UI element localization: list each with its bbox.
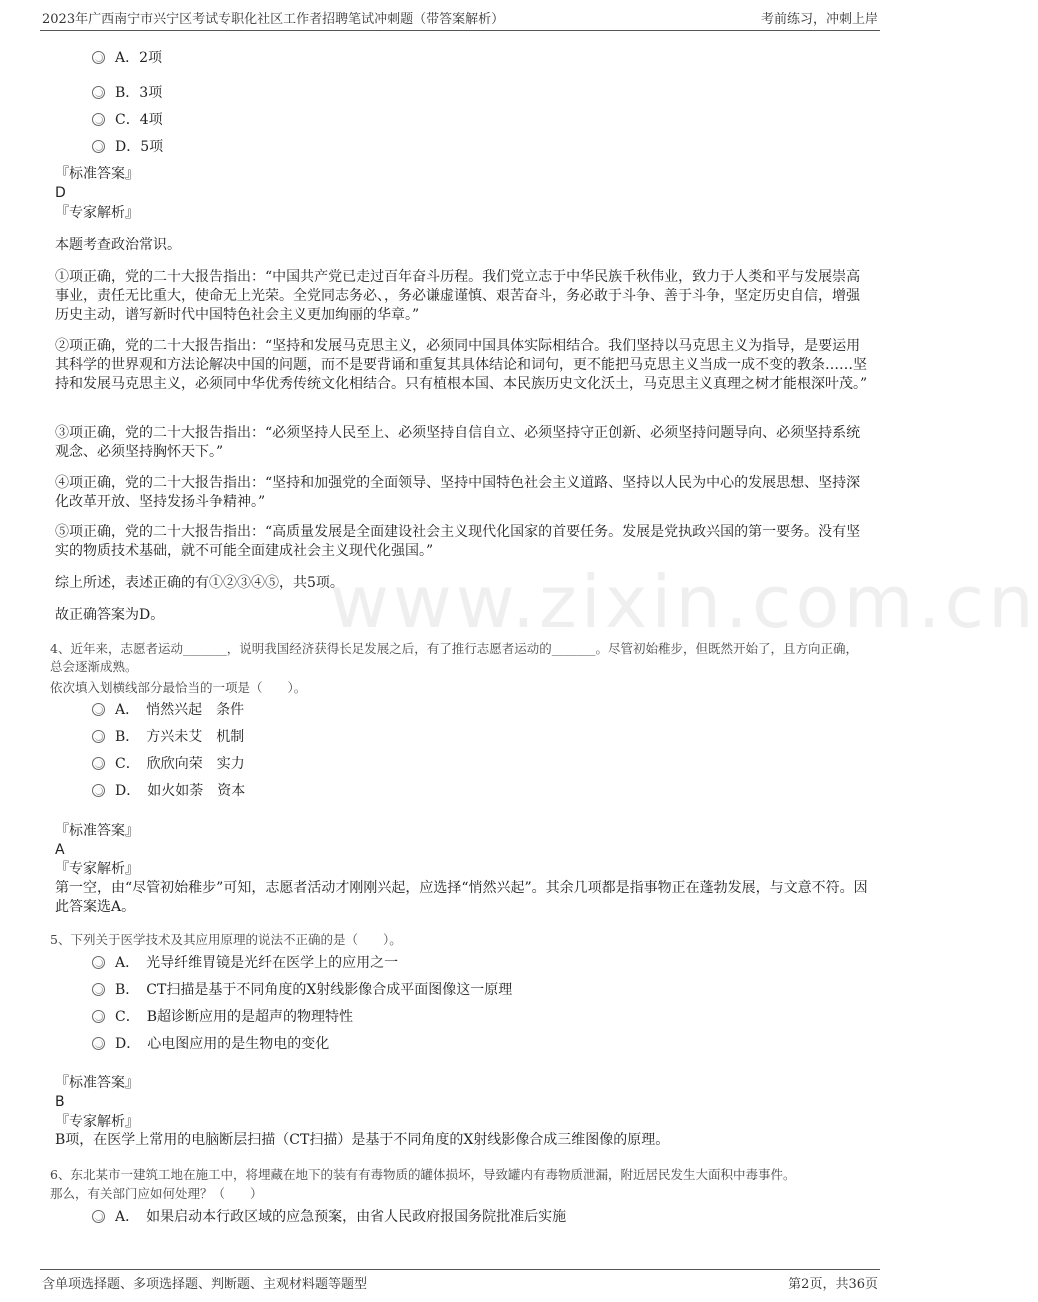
q6-option-a[interactable]: A． 如果启动本行政区域的应急预案，由省人民政府报国务院批准后实施 [92, 1207, 566, 1227]
q5-answer-label: 『标准答案』 [55, 1075, 139, 1091]
radio-icon [92, 784, 105, 797]
radio-icon [92, 730, 105, 743]
q5-option-c[interactable]: C． B超诊断应用的是超声的物理特性 [92, 1007, 353, 1027]
radio-icon [92, 1010, 105, 1023]
q4-option-b[interactable]: B． 方兴未艾 机制 [92, 727, 244, 747]
radio-icon [92, 1210, 105, 1223]
q5-option-d[interactable]: D． 心电图应用的是生物电的变化 [92, 1034, 329, 1054]
radio-icon [92, 983, 105, 996]
q3-analysis-label: 『专家解析』 [55, 205, 139, 221]
footer-divider [40, 1269, 880, 1270]
radio-icon [92, 113, 105, 126]
q3-analysis-intro: 本题考查政治常识。 [55, 237, 181, 253]
q6-stem: 6、东北某市一建筑工地在施工中，将埋藏在地下的装有有毒物质的罐体损坏，导致罐内有毒物质泄漏，附近居民发生大面积中毒事件。 [50, 1167, 796, 1182]
q4-option-c[interactable]: C． 欣欣向荣 实力 [92, 754, 245, 774]
header-slogan: 考前练习，冲刺上岸 [760, 12, 878, 27]
q3-analysis-summary: 综上所述，表述正确的有①②③④⑤，共5项。 [55, 575, 344, 591]
q3-option-d[interactable]: D．5项 [92, 137, 163, 157]
q3-option-c[interactable]: C．4项 [92, 110, 163, 130]
q4-answer: A [55, 842, 65, 858]
radio-icon [92, 1037, 105, 1050]
radio-icon [92, 703, 105, 716]
q4-analysis-label: 『专家解析』 [55, 861, 139, 877]
q3-answer-label: 『标准答案』 [55, 166, 139, 182]
q3-analysis-item-1: ①项正确，党的二十大报告指出：“中国共产党已走过百年奋斗历程。我们党立志于中华民族千秋伟业，致力于人类和平与发展崇高事业，责任无比重大，使命无上光荣。全党同志务必、，务必谦虚谨慎、艰苦奋斗，务必敢于斗争、善于斗争，坚定历史自信，增强历史主动，谱写新时代中国特色社会主义更加绚丽的华章。” [55, 269, 861, 323]
q3-analysis-item-2: ②项正确，党的二十大报告指出：“坚持和发展马克思主义，必须同中国具体实际相结合。我们坚持以马克思主义为指导，是要运用其科学的世界观和方法论解决中国的问题，而不是要背诵和重复其具体结论和词句，更不能把马克思主义当成一成不变的教条……坚持和发展马克思主义，必须同中华优秀传统文化相结合。只有植根本国、本民族历史文化沃土，马克思主义真理之树才能根深叶茂。” [55, 338, 868, 392]
q3-analysis-item-3: ③项正确，党的二十大报告指出：“必须坚持人民至上、必须坚持自信自立、必须坚持守正创新、必须坚持问题导向、必须坚持系统观念、必须坚持胸怀天下。” [55, 425, 861, 460]
q4-answer-label: 『标准答案』 [55, 823, 139, 839]
q5-option-a[interactable]: A． 光导纤维胃镜是光纤在医学上的应用之一 [92, 953, 398, 973]
header-title: 2023年广西南宁市兴宁区考试专职化社区工作者招聘笔试冲刺题（带答案解析） [42, 12, 505, 27]
radio-icon [92, 86, 105, 99]
q6-question: 那么，有关部门应如何处理？（ ） [50, 1186, 263, 1201]
watermark: www.zixin.com.cn [330, 560, 1038, 644]
header-divider [40, 30, 880, 31]
page-number: 第2页，共36页 [788, 1277, 878, 1292]
q3-option-b[interactable]: B．3项 [92, 83, 162, 103]
q5-analysis: B项，在医学上常用的电脑断层扫描（CT扫描）是基于不同角度的X射线影像合成三维图像的原理。 [55, 1132, 670, 1148]
q3-analysis-item-4: ④项正确，党的二十大报告指出：“坚持和加强党的全面领导、坚持中国特色社会主义道路、坚持以人民为中心的发展思想、坚持深化改革开放、坚持发扬斗争精神。” [55, 475, 861, 510]
q3-answer: D [55, 185, 66, 201]
q3-option-a[interactable]: A．2项 [92, 48, 162, 68]
radio-icon [92, 51, 105, 64]
footer-note: 含单项选择题、多项选择题、判断题、主观材料题等题型 [42, 1277, 368, 1292]
radio-icon [92, 757, 105, 770]
q4-stem: 4、近年来，志愿者运动_______，说明我国经济获得长足发展之后，有了推行志愿者运动的_______。尽管初始稚步，但既然开始了，且方向正确，总会逐渐成熟。 [50, 641, 858, 674]
q5-analysis-label: 『专家解析』 [55, 1114, 139, 1130]
q3-analysis-item-5: ⑤项正确，党的二十大报告指出：“高质量发展是全面建设社会主义现代化国家的首要任务。发展是党执政兴国的第一要务。没有坚实的物质技术基础，就不可能全面建成社会主义现代化强国。” [55, 524, 861, 559]
radio-icon [92, 956, 105, 969]
radio-icon [92, 140, 105, 153]
q4-option-d[interactable]: D． 如火如荼 资本 [92, 781, 245, 801]
q4-instruction: 依次填入划横线部分最恰当的一项是（ ）。 [50, 680, 307, 695]
q4-analysis: 第一空，由“尽管初始稚步”可知，志愿者活动才刚刚兴起，应选择“悄然兴起”。其余几项都是指事物正在蓬勃发展，与文意不符。因此答案选A。 [55, 880, 868, 915]
q5-stem: 5、下列关于医学技术及其应用原理的说法不正确的是（ ）。 [50, 932, 402, 947]
q5-option-b[interactable]: B． CT扫描是基于不同角度的X射线影像合成平面图像这一原理 [92, 980, 512, 1000]
q3-analysis-conclusion: 故正确答案为D。 [55, 607, 165, 623]
q5-answer: B [55, 1094, 65, 1110]
q4-option-a[interactable]: A． 悄然兴起 条件 [92, 700, 244, 720]
